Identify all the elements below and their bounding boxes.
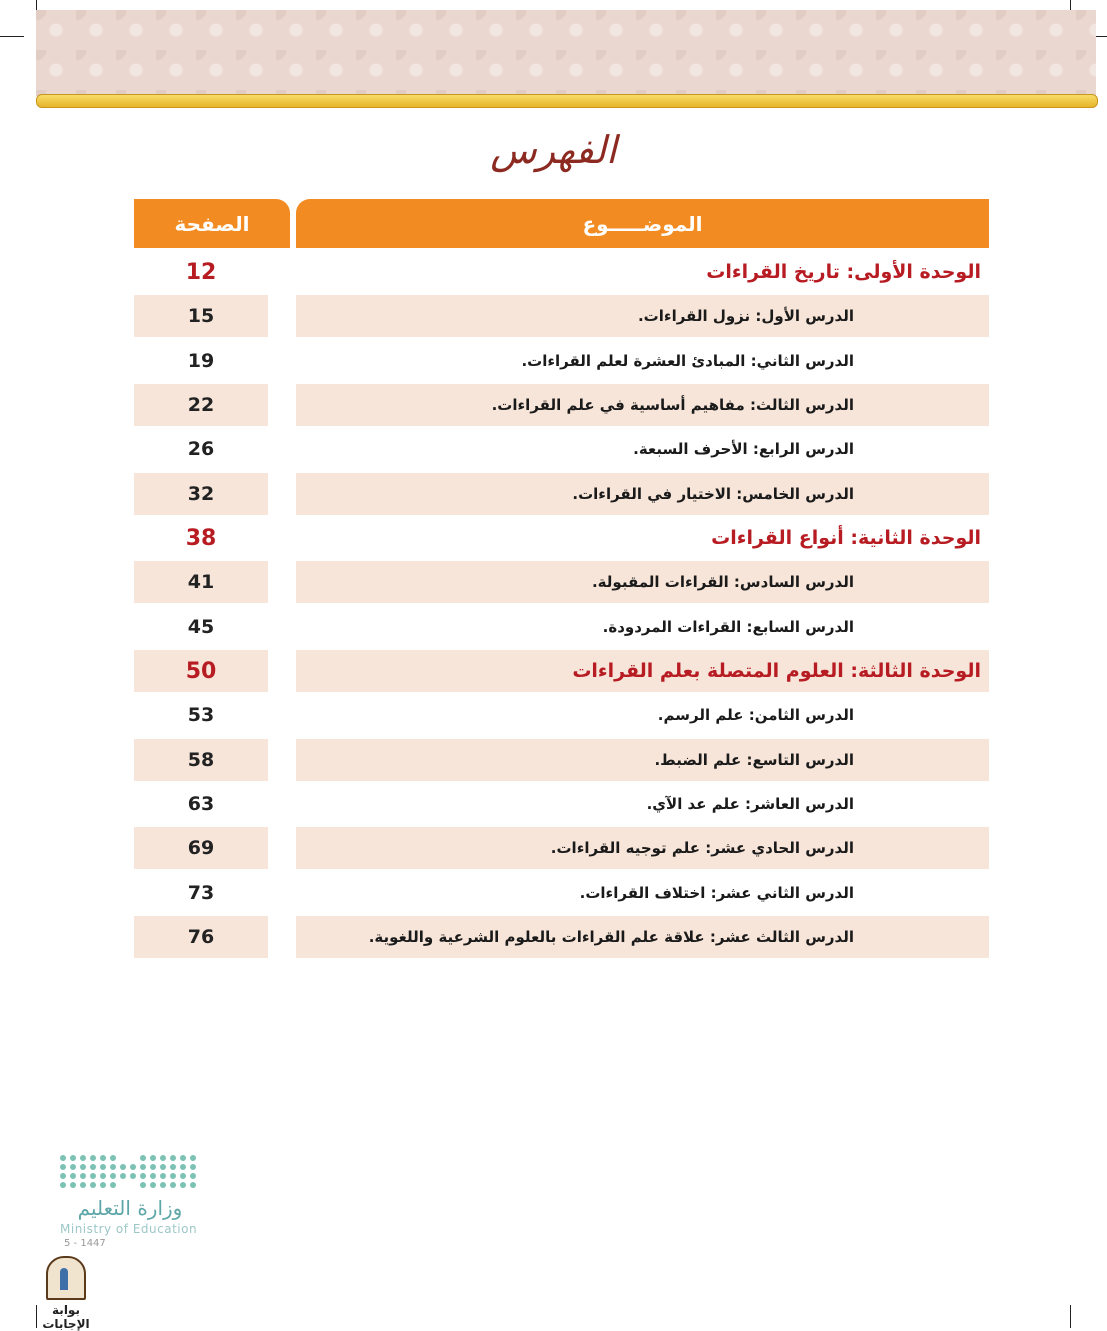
logo-dot (190, 1155, 196, 1161)
logo-dot (150, 1182, 156, 1188)
toc-lesson-title: الدرس الرابع: الأحرف السبعة. (633, 440, 854, 459)
toc-lesson-row (134, 295, 989, 337)
logo-dot (170, 1173, 176, 1179)
logo-dot (70, 1164, 76, 1170)
watermark-text: بوابة الإجابات (42, 1303, 90, 1331)
logo-dot (160, 1173, 166, 1179)
toc-lesson-title: الدرس السادس: القراءات المقبولة. (296, 561, 989, 603)
crop-mark (0, 36, 24, 37)
logo-dot (80, 1173, 86, 1179)
toc-page-number: 69 (134, 827, 268, 869)
ministry-name-arabic: وزارة التعليم (77, 1196, 183, 1220)
logo-dot (90, 1182, 96, 1188)
logo-dot (60, 1173, 66, 1179)
column-header-topic: الموضـــــوع (296, 199, 989, 248)
logo-dot (160, 1182, 166, 1188)
logo-dot (180, 1164, 186, 1170)
toc-lesson-title: الدرس الخامس: الاختيار في القراءات. (296, 473, 989, 515)
page-title: الفهرس (490, 128, 617, 172)
toc-lesson-title: الدرس الثاني عشر: اختلاف القراءات. (579, 883, 854, 902)
logo-dot (180, 1182, 186, 1188)
toc-unit-title: الوحدة الثالثة: العلوم المتصلة بعلم القراءات (296, 650, 989, 692)
toc-lesson-title: الدرس العاشر: علم عد الآي. (646, 795, 854, 814)
toc-lesson-row (134, 872, 989, 914)
toc-page-number: 58 (134, 739, 268, 781)
logo-dot (170, 1164, 176, 1170)
toc-lesson-title: الدرس الأول: نزول القراءات. (296, 295, 989, 337)
logo-dot (80, 1155, 86, 1161)
toc-lesson-row (134, 428, 989, 470)
logo-dot (190, 1173, 196, 1179)
table-of-contents (134, 199, 989, 961)
toc-lesson-title: الدرس الثاني: المبادئ العشرة لعلم القراءات. (521, 351, 854, 370)
toc-rows (134, 251, 989, 958)
ministry-name-english: Ministry of Education (60, 1222, 198, 1236)
logo-dot (80, 1182, 86, 1188)
column-header-page: الصفحة (134, 199, 290, 248)
toc-lesson-row (134, 561, 989, 603)
toc-lesson-row (134, 827, 989, 869)
logo-dot (100, 1155, 106, 1161)
toc-unit-row (134, 251, 989, 293)
watermark-badge (30, 1256, 102, 1331)
logo-dot (110, 1173, 116, 1179)
toc-page-number: 26 (187, 438, 215, 461)
logo-dot (120, 1164, 126, 1170)
toc-page-number: 50 (134, 650, 268, 692)
toc-page-number: 63 (187, 793, 215, 816)
logo-dot (130, 1164, 136, 1170)
toc-page-number: 41 (134, 561, 268, 603)
toc-lesson-title: الدرس الثالث عشر: علاقة علم القراءات بالعلوم الشرعية واللغوية. (296, 916, 989, 958)
logo-dot (170, 1182, 176, 1188)
decorative-header-pattern (36, 10, 1096, 96)
toc-unit-row (134, 517, 989, 559)
logo-dot (160, 1155, 166, 1161)
logo-dot (60, 1164, 66, 1170)
logo-dot (140, 1164, 146, 1170)
logo-dot (100, 1173, 106, 1179)
logo-dot (80, 1164, 86, 1170)
toc-page-number: 53 (187, 704, 215, 727)
logo-dot (180, 1155, 186, 1161)
logo-dot (150, 1173, 156, 1179)
logo-dot (100, 1182, 106, 1188)
toc-lesson-row (134, 473, 989, 515)
toc-page-number: 76 (134, 916, 268, 958)
logo-dot (160, 1164, 166, 1170)
toc-page-number: 45 (187, 615, 215, 638)
logo-dot (140, 1155, 146, 1161)
toc-unit-title: الوحدة الأولى: تاريخ القراءات (706, 261, 981, 283)
toc-lesson-title: الدرس الحادي عشر: علم توجيه القراءات. (296, 827, 989, 869)
logo-dot (70, 1182, 76, 1188)
toc-page-number: 19 (187, 349, 215, 372)
logo-dot (90, 1173, 96, 1179)
pen-arch-icon (46, 1256, 86, 1300)
logo-dot (190, 1164, 196, 1170)
logo-dot (70, 1155, 76, 1161)
toc-page-number: 38 (185, 525, 217, 551)
logo-dot (150, 1164, 156, 1170)
toc-unit-title: الوحدة الثانية: أنواع القراءات (711, 527, 981, 550)
ministry-year: 5 - 1447 (64, 1238, 106, 1249)
toc-header-row (134, 199, 989, 248)
ministry-logo (60, 1155, 200, 1249)
header-gold-bar (36, 94, 1098, 108)
logo-dot (110, 1155, 116, 1161)
logo-dot (110, 1182, 116, 1188)
logo-dot (120, 1173, 126, 1179)
logo-dot (60, 1155, 66, 1161)
toc-lesson-title: الدرس الثامن: علم الرسم. (657, 706, 854, 725)
logo-dot (90, 1164, 96, 1170)
logo-dot (150, 1155, 156, 1161)
toc-unit-row (134, 650, 989, 692)
logo-dot (170, 1155, 176, 1161)
logo-dot (140, 1182, 146, 1188)
toc-page-number: 12 (185, 259, 217, 285)
logo-dot (100, 1164, 106, 1170)
toc-page-number: 73 (187, 881, 215, 904)
logo-dot (140, 1173, 146, 1179)
toc-lesson-title: الدرس السابع: القراءات المردودة. (602, 617, 854, 636)
toc-page-number: 32 (134, 473, 268, 515)
toc-page-number: 15 (134, 295, 268, 337)
logo-dot (110, 1164, 116, 1170)
logo-dots-pattern (60, 1155, 196, 1188)
logo-dot (60, 1182, 66, 1188)
toc-lesson-row (134, 739, 989, 781)
toc-lesson-row (134, 340, 989, 382)
toc-lesson-row (134, 783, 989, 825)
logo-dot (130, 1173, 136, 1179)
toc-lesson-row (134, 694, 989, 736)
crop-mark (1070, 1305, 1071, 1328)
toc-page-number: 22 (134, 384, 268, 426)
logo-dot (70, 1173, 76, 1179)
logo-dot (190, 1182, 196, 1188)
toc-lesson-row (134, 606, 989, 648)
toc-lesson-row (134, 384, 989, 426)
toc-lesson-title: الدرس الثالث: مفاهيم أساسية في علم القراءات. (296, 384, 989, 426)
logo-dot (180, 1173, 186, 1179)
logo-dot (90, 1155, 96, 1161)
toc-lesson-row (134, 916, 989, 958)
toc-lesson-title: الدرس التاسع: علم الضبط. (296, 739, 989, 781)
